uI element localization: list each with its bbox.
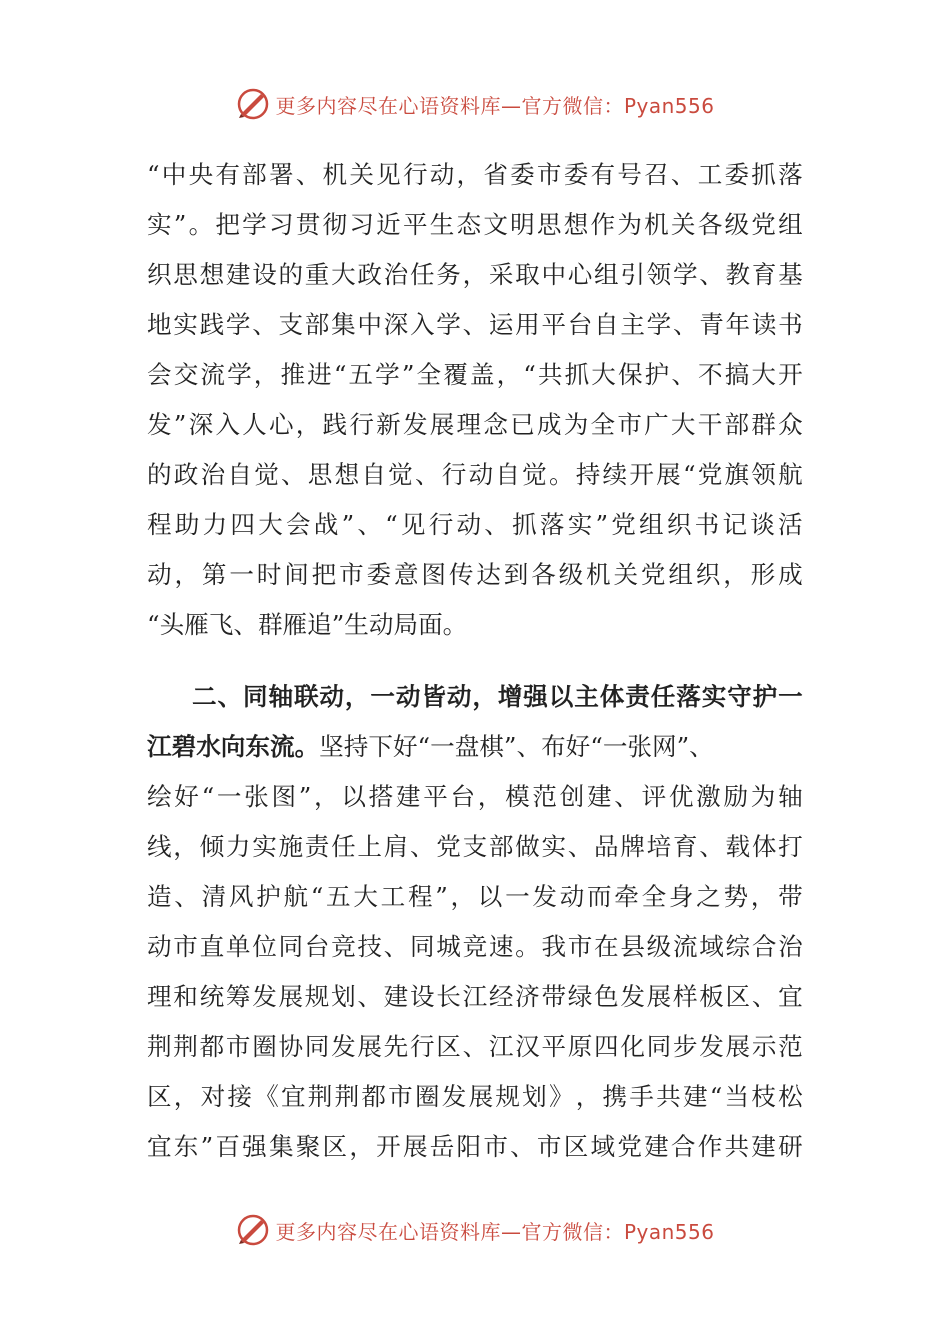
header-banner xyxy=(0,84,950,124)
paragraph-2 xyxy=(147,672,803,1172)
text-line: 地 实 践 学 、 支 部 集 中 深 入 学 、 运 用 平 台 自 主 学 、 青 年 读 书 xyxy=(147,310,803,339)
text-line: 江碧水向东流。 坚持下好“一盘棋”、布好“一张网”、 xyxy=(147,722,803,772)
text-line: 线 ， 倾 力 实 施 责 任 上 肩 、 党 支 部 做 实 、 品 牌 培 育 、 载 体 打 xyxy=(147,832,803,861)
text-line: 的 政 治 自 觉 、 思 想 自 觉 、 行 动 自 觉 。 持 续 开 展 “ 党 旗 领 航 xyxy=(147,460,803,489)
text-line: 动 市 直 单 位 同 台 竞 技 、 同 城 竞 速 。 我 市 在 县 级 流 域 综 合 治 xyxy=(147,932,803,961)
banner-text: 更多内容尽在心语资料库—官方微信：Pyan556 xyxy=(275,93,715,118)
text-line: “头雁飞、群雁追”生动局面。 xyxy=(147,610,468,639)
document-body xyxy=(147,150,803,1172)
pen-in-circle-icon xyxy=(235,1212,271,1248)
footer-banner xyxy=(0,1210,950,1250)
text-line: 区 ， 对 接 《 宜 荆 荆 都 市 圈 发 展 规 划 》 ， 携 手 共 建 “ 当 枝 松 xyxy=(147,1082,803,1111)
section-heading-end: 江碧水向东流。 xyxy=(147,732,320,761)
text-line: 荆 荆 都 市 圈 协 同 发 展 先 行 区 、 江 汉 平 原 四 化 同 步 发 展 示 范 xyxy=(147,1032,803,1061)
text-line: 绘 好 “ 一 张 图 ” ， 以 搭 建 平 台 ， 模 范 创 建 、 评 优 激 励 为 轴 xyxy=(147,782,803,811)
text-line: 程 助 力 四 大 会 战 ” 、 “ 见 行 动 、 抓 落 实 ” 党 组 织 书 记 谈 活 xyxy=(147,510,803,539)
banner-text: 更多内容尽在心语资料库—官方微信：Pyan556 xyxy=(275,1219,715,1244)
text-line: 造 、 清 风 护 航 “ 五 大 工 程 ” ， 以 一 发 动 而 牵 全 身 之 势 ， 带 xyxy=(147,882,803,911)
text-line: 发 ” 深 入 人 心 ， 践 行 新 发 展 理 念 已 成 为 全 市 广 大 干 部 群 众 xyxy=(147,410,803,439)
text-line: 宜 东 ” 百 强 集 聚 区 ， 开 展 岳 阳 市 、 市 区 域 党 建 合 作 共 建 研 xyxy=(147,1132,803,1161)
section-heading: 二 、 同 轴 联 动 ， 一 动 皆 动 ， 增 强 以 主 体 责 任 落 实 守 护 一 xyxy=(192,682,803,711)
pen-in-circle-icon xyxy=(235,86,271,122)
paragraph-1 xyxy=(147,150,803,650)
text-line: 会 交 流 学 ， 推 进 “ 五 学 ” 全 覆 盖 ， “ 共 抓 大 保 护 、 不 搞 大 开 xyxy=(147,360,803,389)
text-line: 动 ， 第 一 时 间 把 市 委 意 图 传 达 到 各 级 机 关 党 组 织 ， 形 成 xyxy=(147,560,803,589)
text-line: 理 和 统 筹 发 展 规 划 、 建 设 长 江 经 济 带 绿 色 发 展 样 板 区 、 宜 xyxy=(147,982,803,1011)
text-line: 实 ” 。 把 学 习 贯 彻 习 近 平 生 态 文 明 思 想 作 为 机 关 各 级 党 组 xyxy=(147,210,803,239)
text-line: 织 思 想 建 设 的 重 大 政 治 任 务 ， 采 取 中 心 组 引 领 学 、 教 育 基 xyxy=(147,260,803,289)
text-line: “ 中 央 有 部 署 、 机 关 见 行 动 ， 省 委 市 委 有 号 召 、 工 委 抓 落 xyxy=(147,160,803,189)
